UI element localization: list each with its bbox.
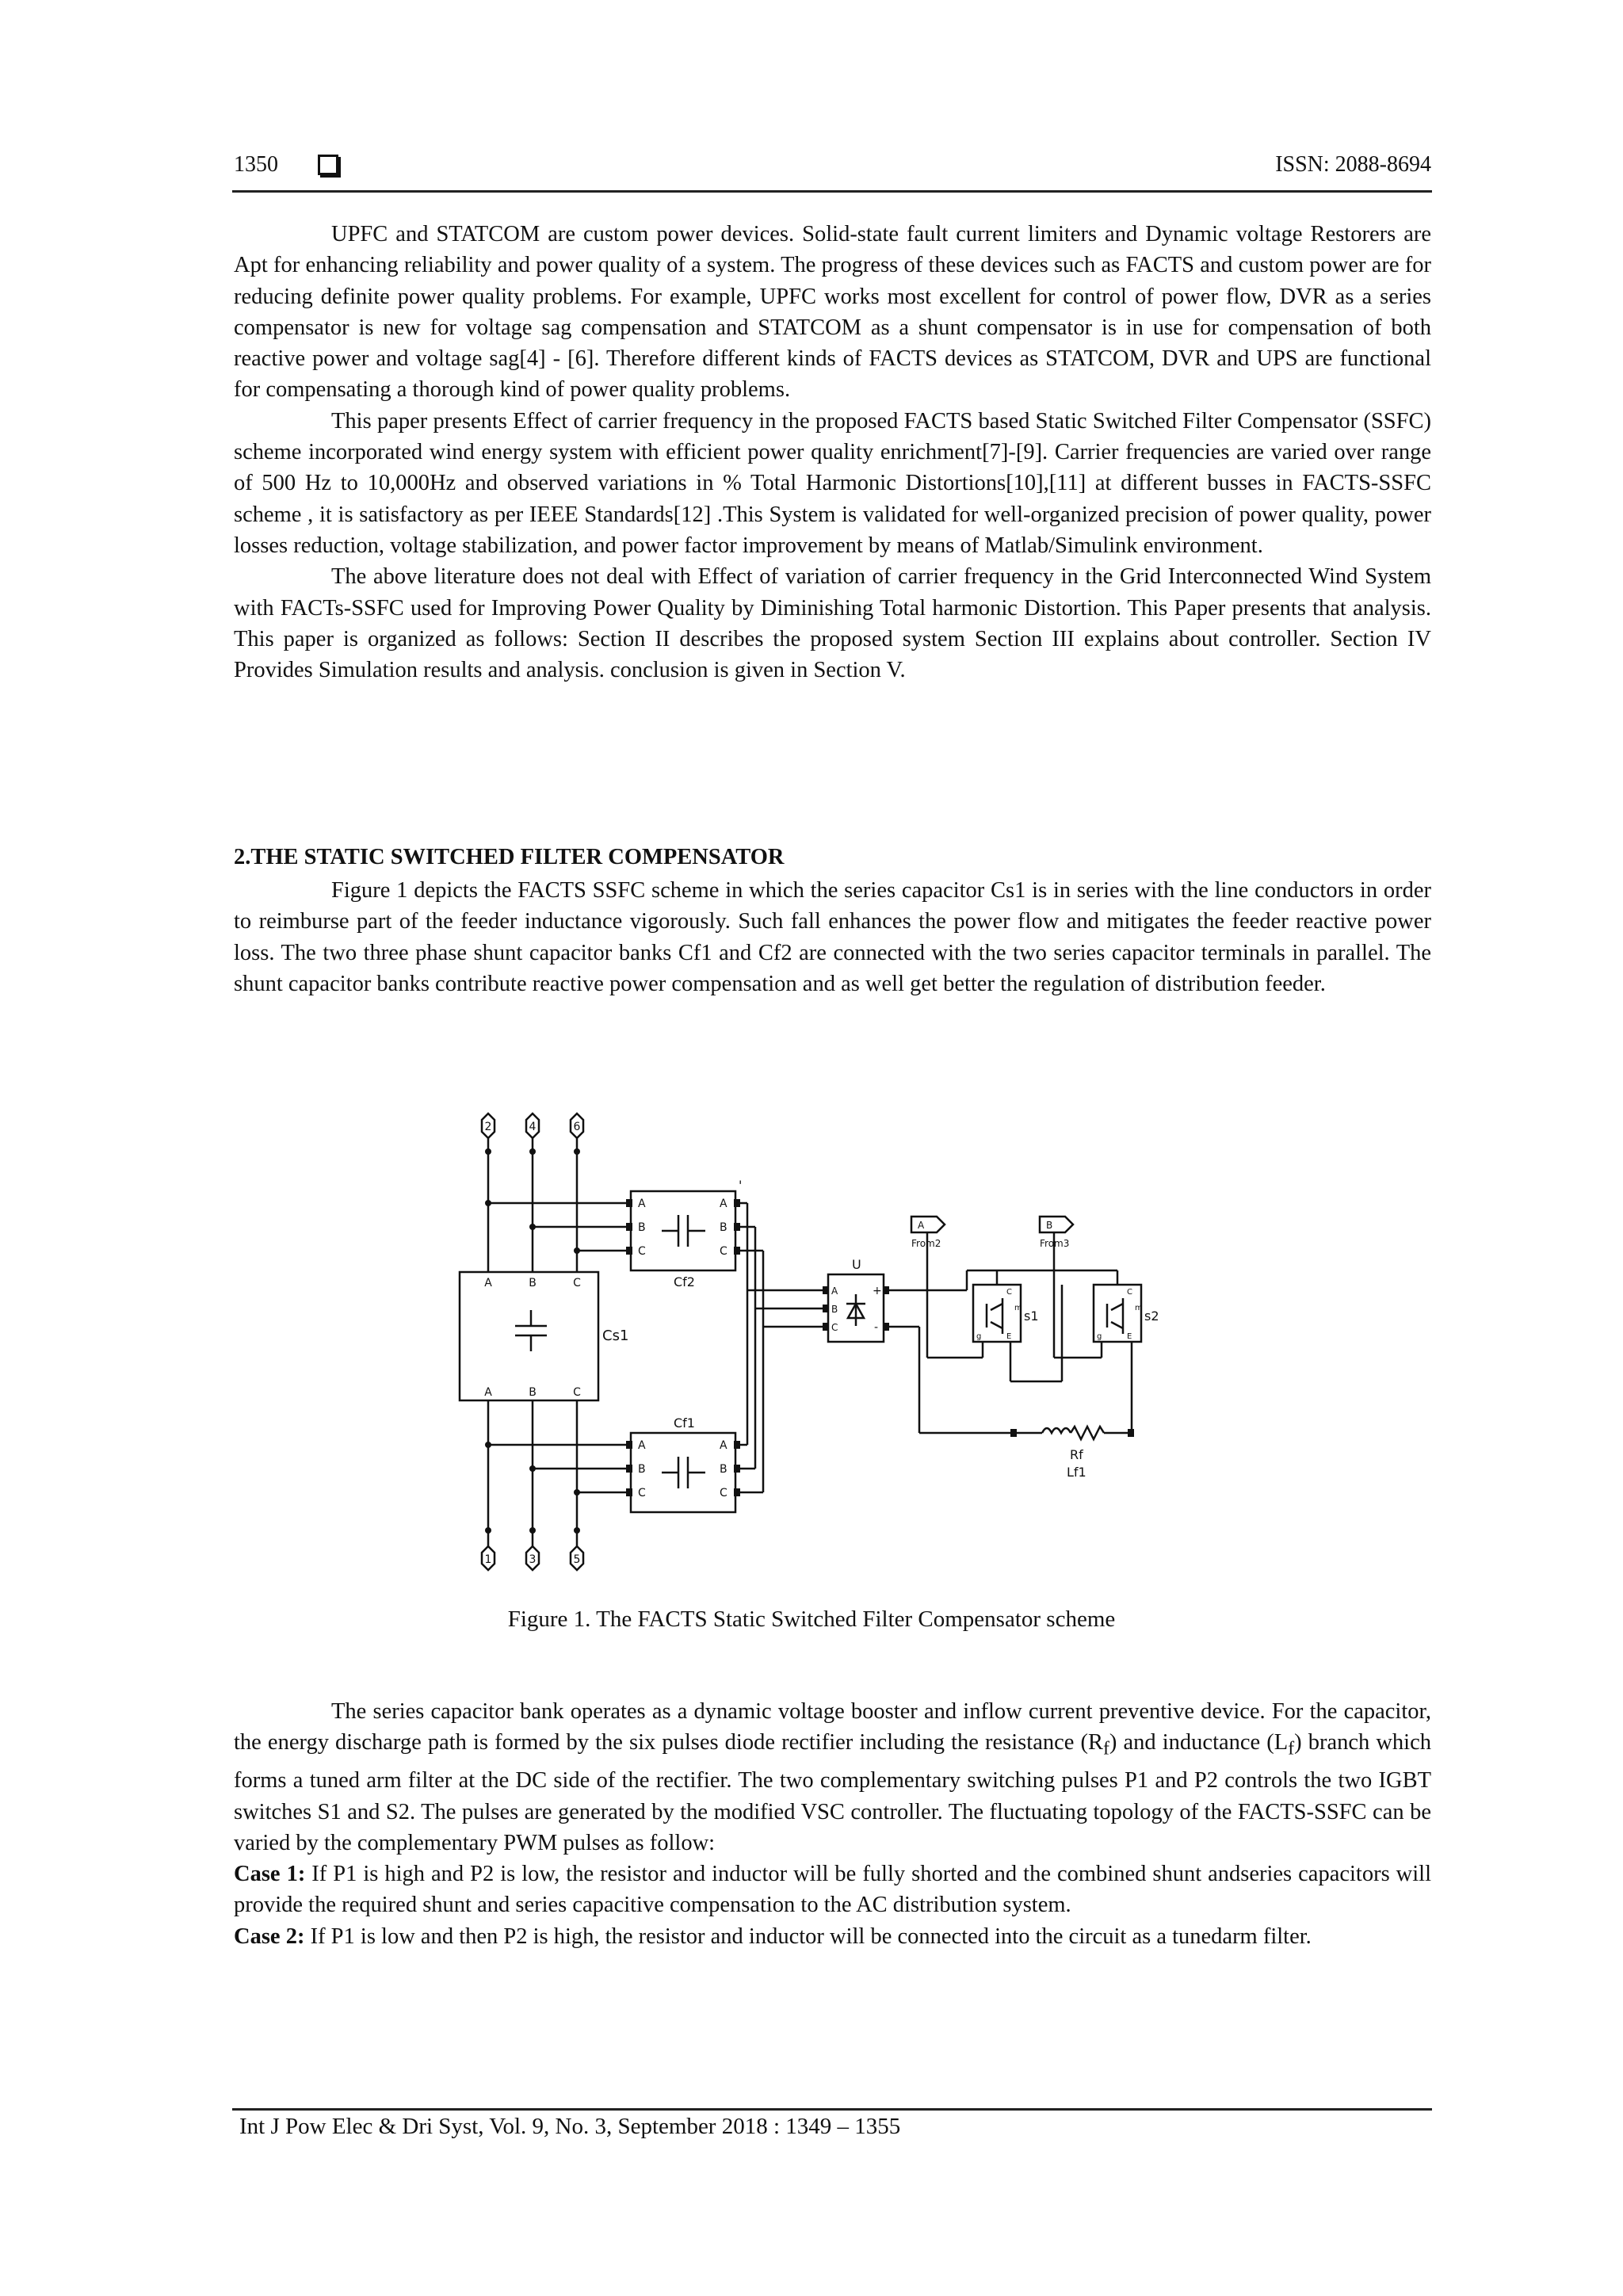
- from3-tag-text: B: [1046, 1220, 1053, 1231]
- body-paragraph: The series capacitor bank operates as a dynamic voltage booster and inflow current preventive device. For the capacitor, the energy discharge path is formed by the six pulses diode rectifier including the resistance $(R_f)$ and inductance $(L_f)$ branch which forms a tuned arm filter at the DC side of the rectifier. The two complementary switching pulses P1 and P2 controls the two IGBT switches S1 and S2. The pulses are generated by the modified VSC controller. The fluctuating topology of the FACTS-SSFC can be varied by the complementary PWM pulses as follow:: [234, 1699, 1431, 1855]
- cf2-terminal: A: [720, 1198, 727, 1210]
- cf1-terminal: B: [720, 1463, 727, 1476]
- case-2-paragraph: Case 2: If P1 is low and then P2 is high, the resistor and inductor will be connected into the circuit as a tunedarm filter.: [234, 1924, 1312, 1949]
- cf1-terminal: A: [720, 1439, 727, 1452]
- rect-terminal: A: [831, 1286, 838, 1297]
- page-number: 1350: [234, 152, 278, 177]
- cf2-terminal: B: [720, 1221, 727, 1234]
- switch-pin-label: m: [1135, 1304, 1143, 1312]
- switch-pin-label: C: [1006, 1288, 1012, 1297]
- switch-pin-label: E: [1006, 1332, 1012, 1341]
- cs1-terminal: B: [529, 1277, 537, 1289]
- section2-text: [234, 875, 1431, 999]
- cf1-terminal: C: [720, 1487, 727, 1499]
- rect-terminal: C: [831, 1322, 838, 1333]
- cf2-terminal: B: [638, 1221, 646, 1234]
- port-label: 1: [484, 1553, 492, 1566]
- case-1-paragraph: Case 1: If P1 is high and P2 is low, the resistor and inductor will be fully shorted and the combined shunt andseries capacitors will provide the required shunt and series capacitive compensation to the AC distribution system.: [234, 1862, 1431, 1918]
- switch-s2-label: s2: [1144, 1308, 1159, 1324]
- rect-plus: +: [873, 1285, 882, 1297]
- from2-label: From2: [911, 1238, 941, 1249]
- port-label: 2: [484, 1121, 492, 1133]
- cf1-terminal: A: [638, 1439, 646, 1452]
- header-rule: [232, 190, 1432, 193]
- footer-rule: [232, 2108, 1432, 2111]
- rect-terminal: B: [831, 1304, 838, 1315]
- port-label: 6: [573, 1121, 581, 1133]
- switch-s1-label: s1: [1024, 1308, 1039, 1324]
- switch-pin-label: m: [1014, 1304, 1022, 1312]
- port-label: 4: [529, 1121, 537, 1133]
- switch-pin-label: g: [1097, 1332, 1102, 1341]
- cf2-terminal: A: [638, 1198, 646, 1210]
- cs1-terminal: A: [484, 1386, 492, 1399]
- cs1-terminal: B: [529, 1386, 537, 1399]
- tick-mark: ': [739, 1178, 743, 1193]
- cf2-label: Cf2: [674, 1274, 695, 1289]
- rect-minus: -: [874, 1321, 879, 1334]
- switch-pin-label: g: [976, 1332, 982, 1341]
- journal-footer: Int J Pow Elec & Dri Syst, Vol. 9, No. 3, September 2018 : 1349 – 1355: [239, 2114, 901, 2139]
- intro-paragraph: The above literature does not deal with Effect of variation of carrier frequency in the Grid Interconnected Wind System with FACTs-SSFC used for Improving Power Quality by Diminishing Total harmonic Distortion. This Paper presents that analysis. This paper is organized as follows: Section II describes the proposed system Section III explains about controller. Section IV Provides Simulation results and analysis. conclusion is given in Section V.: [234, 564, 1431, 683]
- cf1-terminal: C: [638, 1487, 646, 1499]
- from3-tag: [1040, 1217, 1073, 1232]
- switch-pin-label: C: [1127, 1288, 1132, 1297]
- figure-1-circuit-diagram: [444, 1096, 1220, 1572]
- figure-caption: Figure 1. The FACTS Static Switched Filter Compensator scheme: [507, 1606, 1116, 1632]
- port-label: 3: [529, 1553, 537, 1566]
- cs1-label: Cs1: [602, 1328, 629, 1344]
- port-label: 5: [573, 1553, 581, 1566]
- cs1-terminal: A: [484, 1277, 492, 1289]
- intro-text: [234, 219, 1431, 686]
- cf2-terminal: C: [720, 1245, 727, 1258]
- cs1-terminal: C: [573, 1386, 581, 1399]
- cf1-label: Cf1: [674, 1415, 695, 1431]
- cf2-terminal: C: [638, 1245, 646, 1258]
- rf-label: Rf: [1070, 1447, 1083, 1462]
- from2-tag: [911, 1217, 945, 1232]
- from2-tag-text: A: [918, 1220, 925, 1231]
- section-heading: 2.THE STATIC SWITCHED FILTER COMPENSATOR: [234, 845, 785, 869]
- lf1-label: Lf1: [1067, 1465, 1086, 1480]
- body-text: [234, 1696, 1431, 1952]
- issn: ISSN: 2088-8694: [1275, 152, 1431, 177]
- page-header-left: [234, 152, 338, 178]
- switch-pin-label: E: [1127, 1332, 1132, 1341]
- rectifier-label: U: [852, 1257, 861, 1272]
- section2-paragraph: Figure 1 depicts the FACTS SSFC scheme in which the series capacitor Cs1 is in series with the line conductors in order to reimburse part of the feeder inductance vigorously. Such fall enhances the power flow and mitigates the feeder reactive power loss. The two three phase shunt capacitor banks Cf1 and Cf2 are connected with the two series capacitor terminals in parallel. The shunt capacitor banks contribute reactive power compensation and as well get better the regulation of distribution feeder.: [234, 878, 1431, 996]
- intro-paragraph: This paper presents Effect of carrier frequency in the proposed FACTS based Static Switched Filter Compensator (SSFC) scheme incorporated wind energy system with efficient power quality enrichment[7]-[9]. Carrier frequencies are varied over range of 500 Hz to 10,000Hz and observed variations in % Total Harmonic Distortions[10],[11] at different busses in FACTS-SSFC scheme , it is satisfactory as per IEEE Standards[12] .This System is validated for well-organized precision of power quality, power losses reduction, voltage stabilization, and power factor improvement by means of Matlab/Simulink environment.: [234, 408, 1431, 558]
- intro-paragraph: UPFC and STATCOM are custom power devices. Solid-state fault current limiters and Dynamic voltage Restorers are Apt for enhancing reliability and power quality of a system. The progress of these devices such as FACTS and custom power are for reducing definite power quality problems. For example, UPFC works most excellent for control of power flow, DVR as a series compensator is new for voltage sag compensation and STATCOM as a shunt compensator is in use for compensation of both reactive power and voltage sag[4] - [6]. Therefore different kinds of FACTS devices as STATCOM, DVR and UPS are functional for compensating a thorough kind of power quality problems.: [234, 222, 1431, 403]
- cs1-terminal: C: [573, 1277, 581, 1289]
- checkbox-glyph-icon: [318, 155, 338, 175]
- cf1-terminal: B: [638, 1463, 646, 1476]
- from3-label: From3: [1040, 1238, 1070, 1249]
